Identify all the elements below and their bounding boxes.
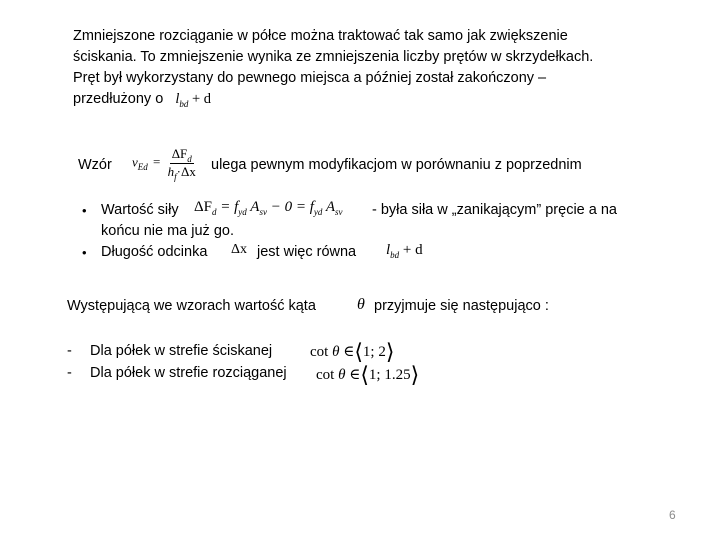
- dash-1: -: [67, 343, 72, 359]
- dash-1-text: Dla półek w strefie ściskanej: [90, 343, 273, 359]
- wzor-denominator: [166, 164, 198, 181]
- wzor-label: Wzór: [78, 157, 112, 173]
- wzor-fraction: [166, 146, 198, 181]
- force-f-yd-2: − 0 = f: [270, 199, 314, 215]
- wzor-numerator: [170, 146, 194, 164]
- page-number: 6: [669, 508, 676, 522]
- element-of-2: ∈: [349, 367, 361, 383]
- paragraph-line-2: ściskania. To zmniejszenie wynika ze zmniejszenia liczby prętów w skrzydełkach.: [73, 49, 594, 65]
- element-of-1: ∈: [343, 344, 355, 360]
- wzor-formula: [132, 146, 198, 181]
- bullet-2-length-formula: [386, 242, 423, 259]
- dash-2-formula: cot θ ∈⟨1; 1.25⟩: [316, 362, 420, 387]
- formula-lbd-plus-d: [175, 91, 211, 107]
- bullet-2-l: l: [386, 242, 391, 258]
- paragraph-line-1: Zmniejszone rozciąganie w półce można traktować tak samo jak zwiększenie: [73, 28, 568, 44]
- range-2: 1; 1.25: [368, 367, 411, 383]
- force-delta-f-subscript: d: [212, 207, 217, 217]
- wzor-description: ulega pewnym modyfikacjom w porównaniu z poprzednim: [211, 157, 582, 173]
- force-f-yd-2-subscript: yd: [313, 207, 323, 217]
- bullet-1-formula: [194, 199, 343, 216]
- dash-2-text: Dla półek w strefie rozciąganej: [90, 365, 287, 381]
- cot-2: cot: [316, 367, 335, 383]
- bullet-2-prefix: Długość odcinka: [101, 244, 208, 260]
- wzor-equals: =: [153, 154, 161, 170]
- wzor-v-subscript: Ed: [137, 162, 148, 173]
- force-f-yd-1-subscript: yd: [238, 207, 247, 217]
- bullet-1-symbol: •: [82, 203, 87, 218]
- range-1: 1; 2: [362, 344, 386, 360]
- formula-l: l: [175, 91, 180, 107]
- theta-line-suffix: przyjmuje się następująco :: [374, 298, 549, 314]
- bullet-2-symbol: •: [82, 245, 87, 260]
- paragraph-intro: [73, 26, 593, 111]
- bullet-2-l-subscript: bd: [390, 250, 400, 260]
- force-a-sv-2: A: [325, 199, 336, 215]
- paragraph-line-3: Pręt był wykorzystany do pewnego miejsca a później został zakończony –: [73, 70, 547, 86]
- bullet-2-dx-text: Δx: [231, 242, 248, 257]
- bullet-2-dx: [231, 242, 247, 258]
- bullet-1-prefix: Wartość siły: [101, 202, 179, 218]
- force-a-sv-1: A: [250, 199, 260, 215]
- paragraph-line-4: [73, 89, 593, 111]
- theta-symbol: θ: [357, 296, 365, 313]
- formula-plus-d: + d: [191, 91, 212, 107]
- force-a-sv-1-subscript: sv: [259, 207, 267, 217]
- paragraph-line-4-text: przedłużony o: [73, 91, 164, 107]
- bullet-1-suffix: - była siła w „zanikającym” pręcie a na: [372, 202, 617, 218]
- cot-1: cot: [310, 344, 329, 360]
- theta-2: θ: [338, 367, 346, 383]
- bullet-2-plus-d: + d: [402, 242, 423, 258]
- wzor-num-subscript: d: [187, 154, 192, 164]
- bullet-2-middle: jest więc równa: [257, 244, 357, 260]
- wzor-v: v: [132, 154, 138, 170]
- wzor-den-h-subscript: f: [174, 172, 177, 182]
- wzor-num-text: ΔF: [171, 146, 188, 161]
- force-f-yd-1: = f: [220, 199, 239, 215]
- force-a-sv-2-subscript: sv: [335, 207, 343, 217]
- force-delta-f: ΔF: [194, 199, 212, 215]
- wzor-den-h: h: [167, 164, 175, 179]
- theta-line-prefix: Występującą we wzorach wartość kąta: [67, 298, 316, 314]
- wzor-den-dx: ·Δx: [176, 164, 196, 179]
- formula-l-subscript: bd: [179, 99, 189, 109]
- dash-2: -: [67, 365, 72, 381]
- dash-1-formula: cot θ ∈⟨1; 2⟩: [310, 339, 395, 364]
- bullet-1-line-2: końcu nie ma już go.: [101, 223, 234, 239]
- theta-1: θ: [332, 344, 340, 360]
